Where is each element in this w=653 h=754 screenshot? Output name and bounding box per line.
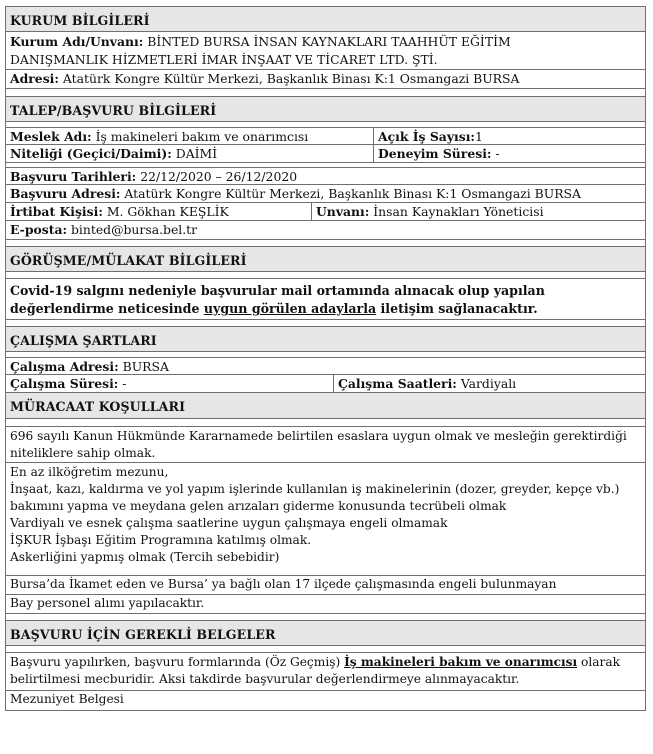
job-posting-document <box>5 6 646 711</box>
calisma-saat-cell <box>333 375 645 392</box>
section-title-calisma: ÇALIŞMA ŞARTLARI <box>5 326 646 352</box>
spacer <box>5 419 646 426</box>
meslek-value: İş makineleri bakım ve onarımcısı <box>91 129 309 144</box>
calisma-sure-value: - <box>118 376 127 391</box>
muracaat-item-2-line-1: En az ilköğretim mezunu, <box>10 465 169 479</box>
calisma-adres-value: BURSA <box>118 359 169 374</box>
nitelik-value: DAİMİ <box>171 146 218 161</box>
belgeler-item-2: Mezuniyet Belgesi <box>5 691 646 711</box>
nitelik-label: Niteliği (Geçici/Daimi): <box>10 146 172 161</box>
tarih-row <box>5 167 646 185</box>
gorusme-text-1: Covid-19 salgını nedeniyle başvurular mail ortamında alınacak olup yapılan değerlendirme neticesinde <box>10 283 545 316</box>
unvan-label: Unvanı: <box>316 204 370 219</box>
tarih-value: 22/12/2020 – 26/12/2020 <box>136 169 298 184</box>
muracaat-item-2-line-2: İnşaat, kazı, kaldırma ve yol yapım işlerinde kullanılan iş makinelerinin (dozer, greyder, kepçe vb.) bakımını yapma ve meydana gelen arızaları giderme konusunda tecrübeli olmak <box>10 482 620 513</box>
kurum-address-value: Atatürk Kongre Kültür Merkezi, Başkanlık Binası K:1 Osmangazi BURSA <box>58 71 520 86</box>
irtibat-row <box>5 203 646 221</box>
basvuru-adres-label: Başvuru Adresi: <box>10 186 121 201</box>
section-title-talep: TALEP/BAŞVURU BİLGİLERİ <box>5 96 646 122</box>
section-title-belgeler: BAŞVURU İÇİN GEREKLİ BELGELER <box>5 620 646 646</box>
kurum-name-value-2: DANIŞMANLIK HİZMETLERİ İMAR İNŞAAT VE TİCARET LTD. ŞTİ. <box>10 51 438 67</box>
calisma-saat-value: Vardiyalı <box>456 376 517 391</box>
calisma-sure-row <box>5 375 646 393</box>
calisma-saat-label: Çalışma Saatleri: <box>338 376 457 391</box>
belgeler-text-bold: İş makineleri bakım ve onarımcısı <box>344 655 578 669</box>
section-title-kurum: KURUM BİLGİLERİ <box>5 6 646 32</box>
eposta-row <box>5 221 646 240</box>
eposta-label: E-posta: <box>10 222 68 237</box>
basvuru-adres-value: Atatürk Kongre Kültür Merkezi, Başkanlık Binası K:1 Osmangazi BURSA <box>120 186 581 201</box>
irtibat-value: M. Gökhan KEŞLİK <box>102 204 229 219</box>
section-title-muracaat: MÜRACAAT KOŞULLARI <box>5 393 646 419</box>
spacer <box>5 89 646 96</box>
unvan-cell <box>311 203 645 220</box>
kurum-name-value-1: BİNTED BURSA İNSAN KAYNAKLARI TAAHHÜT EĞİTİM <box>143 34 511 49</box>
muracaat-item-4: Bay personel alımı yapılacaktır. <box>5 595 646 614</box>
kurum-name-label: Kurum Adı/Unvanı: <box>10 34 144 49</box>
belgeler-text-2: olarak belirtilmesi mecburidir. Aksi takdirde başvurular değerlendirmeye alınmayacaktır. <box>10 655 621 686</box>
eposta-value: binted@bursa.bel.tr <box>67 222 198 237</box>
deneyim-cell <box>373 145 645 162</box>
calisma-sure-cell <box>6 375 333 392</box>
irtibat-cell <box>6 203 311 220</box>
muracaat-item-2-line-5: Askerliğini yapmış olmak (Tercih sebebidir) <box>10 550 280 564</box>
muracaat-item-2-line-4: İŞKUR İşbaşı Eğitim Programına katılmış olmak. <box>10 533 312 547</box>
acik-is-label: Açık İş Sayısı: <box>378 129 475 144</box>
muracaat-item-2 <box>5 463 646 576</box>
calisma-adres-label: Çalışma Adresi: <box>10 359 119 374</box>
kurum-name-row <box>5 32 646 70</box>
gorusme-text <box>5 278 646 320</box>
unvan-value: İnsan Kaynakları Yöneticisi <box>369 204 544 219</box>
deneyim-label: Deneyim Süresi: <box>378 146 492 161</box>
nitelik-row <box>5 145 646 163</box>
calisma-adres-row <box>5 357 646 375</box>
muracaat-item-3: Bursa’da İkamet eden ve Bursa’ ya bağlı olan 17 ilçede çalışmasında engeli bulunmayan <box>5 576 646 595</box>
meslek-row <box>5 127 646 145</box>
irtibat-label: İrtibat Kişisi: <box>10 204 103 219</box>
kurum-address-row <box>5 70 646 89</box>
acik-is-value: 1 <box>475 129 483 144</box>
tarih-label: Başvuru Tarihleri: <box>10 169 137 184</box>
basvuru-adres-row <box>5 185 646 203</box>
gorusme-text-2: iletişim sağlanacaktır. <box>376 301 538 316</box>
nitelik-cell <box>6 145 373 162</box>
calisma-sure-label: Çalışma Süresi: <box>10 376 119 391</box>
kurum-address-label: Adresi: <box>10 71 59 86</box>
meslek-label: Meslek Adı: <box>10 129 92 144</box>
muracaat-item-2-line-3: Vardiyalı ve esnek çalışma saatlerine uygun çalışmaya engeli olmamak <box>10 516 448 530</box>
belgeler-text-1: Başvuru yapılırken, başvuru formlarında (Öz Geçmiş) <box>10 655 345 669</box>
acik-is-cell <box>373 128 645 144</box>
belgeler-item-1 <box>5 652 646 691</box>
meslek-cell <box>6 128 373 144</box>
section-title-gorusme: GÖRÜŞME/MÜLAKAT BİLGİLERİ <box>5 246 646 272</box>
muracaat-item-1: 696 sayılı Kanun Hükmünde Kararnamede belirtilen esaslara uygun olmak ve mesleğin gerektirdiği niteliklere sahip olmak. <box>5 426 646 463</box>
deneyim-value: - <box>491 146 500 161</box>
gorusme-text-underlined: uygun görülen adaylarla <box>203 301 377 316</box>
